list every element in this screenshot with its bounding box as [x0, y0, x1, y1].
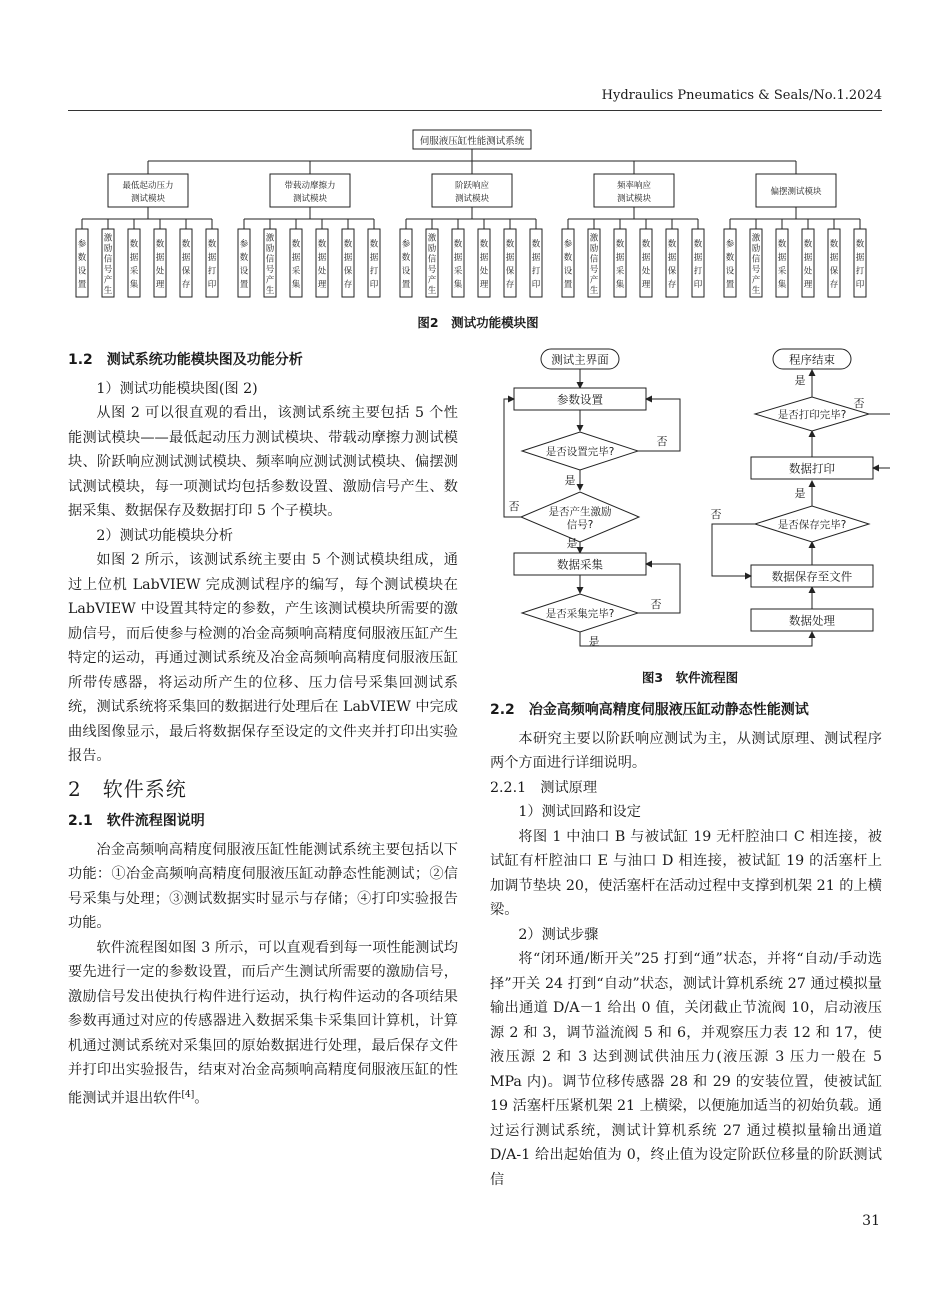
submodule-label-char: 信 [103, 254, 113, 265]
submodule-label-char: 设 [401, 266, 411, 277]
q-print-no-label: 否 [853, 397, 865, 410]
submodule-label-char: 印 [531, 279, 541, 290]
submodule-label-char: 保 [505, 266, 515, 277]
submodule-label-char: 数 [207, 239, 217, 250]
submodule-label-char: 保 [667, 266, 677, 277]
submodule-label-char: 参 [77, 239, 87, 250]
submodule-label-char: 数 [369, 239, 379, 250]
submodule-label-char: 设 [725, 266, 735, 277]
submodule-label-char: 数 [129, 239, 139, 250]
submodule-label-char: 集 [453, 279, 463, 290]
submodule-label-char: 据 [181, 252, 191, 263]
submodule-label-char: 采 [615, 266, 625, 277]
paragraph-functions: 冶金高频响高精度伺服液压缸性能测试系统主要包括以下功能：①冶金高频响高精度伺服液压缸动静态性能测试；②信号采集与处理；③测试数据实时显示与存储；④打印实验报告功能。 [68, 841, 458, 931]
submodule-label-char: 存 [829, 279, 839, 290]
submodule-label-char: 处 [479, 266, 489, 277]
submodule-label-char: 据 [207, 252, 217, 263]
submodule-label-char: 置 [563, 279, 573, 290]
journal-header: Hydraulics Pneumatics & Seals/No.1.2024 [601, 88, 882, 103]
left-column [68, 344, 458, 1111]
submodule-label-char: 打 [693, 266, 703, 277]
submodule-label-char: 采 [129, 266, 139, 277]
submodule-label-char: 据 [505, 252, 515, 263]
submodule-label-char: 生 [265, 285, 275, 296]
submodule-label-char: 数 [479, 239, 489, 250]
submodule-label-char: 据 [317, 252, 327, 263]
q-set-label: 是否设置完毕? [545, 446, 615, 458]
submodule-label-char: 数 [855, 239, 865, 250]
module-label: 频率响应 [616, 181, 652, 191]
submodule-label-char: 存 [505, 279, 515, 290]
q-collect-yes-label: 是 [588, 635, 600, 648]
paragraph-circuit: 将图 1 中油口 B 与被试缸 19 无杆腔油口 C 相连接，被试缸有杆腔油口 E 与油口 D 相连接，被试缸 19 的活塞杆上加调节垫块 20，使活塞杆在活动过程中支撑到机架 21 的上横梁。 [490, 828, 882, 918]
submodule-label-char: 数 [181, 239, 191, 250]
submodule-label-char: 产 [589, 275, 599, 286]
submodule-label-char: 保 [343, 266, 353, 277]
section-1-2-heading: 1.2 测试系统功能模块图及功能分析 [68, 352, 303, 368]
submodule-label-char: 产 [751, 275, 761, 286]
submodule-label-char: 激 [265, 233, 275, 244]
submodule-label-char: 信 [751, 254, 761, 265]
submodule-label-char: 打 [855, 266, 865, 277]
submodule-label-char: 励 [103, 243, 113, 254]
submodule-label-char: 置 [725, 279, 735, 290]
q-collect-label: 是否采集完毕? [545, 608, 615, 620]
submodule-label-char: 存 [343, 279, 353, 290]
submodule-label-char: 生 [751, 285, 761, 296]
submodule-label-char: 据 [479, 252, 489, 263]
submodule-label-char: 激 [589, 233, 599, 244]
submodule-label-char: 处 [155, 266, 165, 277]
submodule-label-char: 数 [641, 239, 651, 250]
submodule-label-char: 数 [291, 239, 301, 250]
paragraph-intro: 本研究主要以阶跃响应测试为主，从测试原理、测试程序两个方面进行详细说明。 [490, 730, 882, 771]
paragraph-module-overview: 从图 2 可以很直观的看出，该测试系统主要包括 5 个性能测试模块——最低起动压力测试模块、带载动摩擦力测试模块、阶跃响应测试测试模块、频率响应测试测试模块、偏摆测试测试模块，每一项测试均包括参数设置、激励信号产生、数据采集、数据保存及数据打印 5 个子模块。 [68, 405, 458, 519]
submodule-label-char: 据 [343, 252, 353, 263]
submodule-label-char: 产 [265, 275, 275, 286]
arrow-qcollect-yes [580, 632, 812, 646]
submodule-label-char: 印 [207, 279, 217, 290]
submodule-label-char: 据 [667, 252, 677, 263]
submodule-label-char: 处 [317, 266, 327, 277]
citation-4[interactable]: [4] [181, 1089, 195, 1100]
submodule-label-char: 置 [239, 279, 249, 290]
q-excite-yes-label: 是 [566, 537, 578, 550]
submodule-label-char: 数 [693, 239, 703, 250]
submodule-label-char: 理 [641, 279, 651, 290]
submodule-label-char: 据 [129, 252, 139, 263]
page-number: 31 [862, 1213, 880, 1229]
submodule-label-char: 据 [829, 252, 839, 263]
submodule-label-char: 数 [725, 252, 735, 263]
submodule-label-char: 据 [155, 252, 165, 263]
submodule-label-char: 设 [239, 266, 249, 277]
submodule-label-char: 集 [777, 279, 787, 290]
submodule-label-char: 数 [531, 239, 541, 250]
section-2-heading: 2 软件系统 [68, 776, 187, 801]
submodule-label-char: 置 [77, 279, 87, 290]
submodule-label-char: 号 [265, 264, 275, 275]
submodule-label-char: 产 [103, 275, 113, 286]
submodule-label-char: 生 [103, 285, 113, 296]
process-label: 数据处理 [789, 613, 835, 628]
submodule-label-char: 据 [531, 252, 541, 263]
section-2-1-heading: 2.1 软件流程图说明 [68, 813, 205, 829]
submodule-label-char: 理 [479, 279, 489, 290]
module-label: 测试模块 [292, 194, 328, 204]
paragraph-flowchart-description [68, 936, 458, 1111]
submodule-label-char: 数 [803, 239, 813, 250]
submodule-label-char: 信 [427, 254, 437, 265]
submodule-label-char: 印 [369, 279, 379, 290]
submodule-label-char: 参 [725, 239, 735, 250]
flowchart-description-text: 软件流程图如图 3 所示，可以直观看到每一项性能测试均要先进行一定的参数设置，而后产生测试所需要的激励信号，激励信号发出使执行构件进行运动，执行构件运动的各项结果参数再通过对应的传感器进入数据采集卡采集回计算机，计算机通过测试系统对采集回的原始数据进行处理，最后保存文件并打印出实验报告，结束对冶金高频响高精度伺服液压缸的性能测试并退出软件 [68, 939, 458, 1107]
submodule-label-char: 存 [667, 279, 677, 290]
figure-2-module-diagram [68, 118, 888, 303]
submodule-label-char: 生 [427, 285, 437, 296]
module-label: 测试模块 [616, 194, 652, 204]
submodule-label-char: 数 [343, 239, 353, 250]
submodule-label-char: 打 [369, 266, 379, 277]
start-label: 测试主界面 [551, 352, 609, 367]
submodule-label-char: 励 [427, 243, 437, 254]
paragraph-module-analysis: 如图 2 所示，该测试系统主要由 5 个测试模块组成，通过上位机 LabVIEW 完成测试程序的编写，每个测试模块在 LabVIEW 中设置其特定的参数，产生该测试模块所需要的激励信号，而后使参与检测的冶金高频响高精度伺服液压缸产生特定的运动，再通过测试系统及冶金高频响高精度伺服液压缸所带传感器，将运动所产生的位移、压力信号采集回测试系统，测试系统将采集回的数据进行处理后在 LabVIEW 中完成曲线图像显示，最后将数据保存至设定的文件夹并打印出实验报告。 [68, 552, 458, 764]
q-save-no-label: 否 [710, 508, 722, 521]
figure-3-caption: 图3 软件流程图 [641, 670, 739, 685]
submodule-label-char: 据 [369, 252, 379, 263]
subsection-steps-label: 2）测试步骤 [518, 926, 599, 943]
submodule-label-char: 置 [401, 279, 411, 290]
end-mark: 。 [194, 1090, 209, 1107]
submodule-label-char: 集 [615, 279, 625, 290]
submodule-label-char: 激 [103, 233, 113, 244]
submodule-label-char: 参 [239, 239, 249, 250]
paragraph-steps: 将“闭环通/断开关”25 打到“通”状态，并将“自动/手动选择”开关 24 打到“自动”状态，测试计算机系统 27 通过模拟量输出通道 D/A－1 给出 0 值，关闭截止节流阀 10，启动液压源 2 和 3，调节溢流阀 5 和 6，并观察压力表 12 和 17，使液压源 2 和 3 达到测试供油压力(液压源 3 压力一般在 5 MPa 内)。调节位移传感器 28 和 29 的安装位置，使被试缸 19 活塞杆压紧机架 21 上横梁，以便施加适当的初始负载。通过运行测试系统，测试计算机系统 27 通过模拟量输出通道 D/A-1 给出起始值为 0，终止值为设定阶跃位移量的阶跃测试信 [490, 951, 882, 1188]
submodule-label-char: 数 [77, 252, 87, 263]
submodule-label-char: 信 [589, 254, 599, 265]
section-2-2-1-heading: 2.2.1 测试原理 [490, 779, 598, 796]
submodule-label-char: 据 [291, 252, 301, 263]
submodule-label-char: 印 [693, 279, 703, 290]
q-set-no-label: 否 [656, 435, 668, 448]
submodule-label-char: 号 [589, 264, 599, 275]
param-label: 参数设置 [557, 392, 603, 407]
module-label: 偏摆测试模块 [770, 187, 822, 197]
submodule-label-char: 据 [803, 252, 813, 263]
q-set-yes-label: 是 [564, 474, 576, 487]
right-column [490, 694, 882, 1192]
submodule-label-char: 生 [589, 285, 599, 296]
q-excite-no-label: 否 [508, 500, 520, 513]
submodule-label-char: 数 [563, 252, 573, 263]
submodule-label-char: 处 [641, 266, 651, 277]
q-save-yes-label: 是 [794, 487, 806, 500]
submodule-label-char: 理 [317, 279, 327, 290]
module-label: 测试模块 [130, 194, 166, 204]
module-label: 阶跃响应 [454, 181, 490, 191]
subsection-1-label: 1）测试功能模块图(图 2) [96, 380, 258, 397]
q-excite-label: 是否产生激励 [548, 506, 612, 518]
submodule-label-char: 数 [239, 252, 249, 263]
submodule-label-char: 数 [505, 239, 515, 250]
submodule-label-char: 据 [855, 252, 865, 263]
q-collect-no-label: 否 [650, 598, 662, 611]
q-print-label: 是否打印完毕? [777, 409, 847, 421]
submodule-label-char: 集 [291, 279, 301, 290]
section-2-2-heading: 2.2 冶金高频响高精度伺服液压缸动静态性能测试 [490, 702, 809, 718]
q-excite-label: 信号? [566, 519, 594, 531]
submodule-label-char: 激 [751, 233, 761, 244]
submodule-label-char: 参 [401, 239, 411, 250]
q-save-label: 是否保存完毕? [777, 519, 847, 531]
arrow-qsave-no [712, 524, 755, 576]
root-label: 伺服液压缸性能测试系统 [419, 136, 525, 147]
submodule-label-char: 励 [751, 243, 761, 254]
figure-3-flowchart [490, 340, 890, 655]
submodule-label-char: 号 [751, 264, 761, 275]
submodule-label-char: 产 [427, 275, 437, 286]
submodule-label-char: 数 [777, 239, 787, 250]
submodule-label-char: 号 [103, 264, 113, 275]
submodule-label-char: 理 [155, 279, 165, 290]
submodule-label-char: 数 [317, 239, 327, 250]
save-label: 数据保存至文件 [771, 569, 853, 584]
subsection-2-label: 2）测试功能模块分析 [96, 527, 234, 544]
submodule-label-char: 设 [563, 266, 573, 277]
submodule-label-char: 激 [427, 233, 437, 244]
q-print-yes-label: 是 [794, 374, 806, 387]
module-label: 测试模块 [454, 194, 490, 204]
submodule-label-char: 印 [855, 279, 865, 290]
end-label: 程序结束 [789, 352, 835, 367]
submodule-label-char: 采 [453, 266, 463, 277]
submodule-label-char: 信 [265, 254, 275, 265]
submodule-label-char: 据 [641, 252, 651, 263]
submodule-label-char: 理 [803, 279, 813, 290]
submodule-label-char: 处 [803, 266, 813, 277]
submodule-label-char: 集 [129, 279, 139, 290]
submodule-label-char: 数 [667, 239, 677, 250]
submodule-label-char: 号 [427, 264, 437, 275]
module-label: 带载动摩擦力 [284, 181, 336, 191]
submodule-label-char: 打 [207, 266, 217, 277]
submodule-label-char: 数 [615, 239, 625, 250]
submodule-label-char: 参 [563, 239, 573, 250]
submodule-label-char: 励 [589, 243, 599, 254]
submodule-label-char: 数 [453, 239, 463, 250]
submodule-label-char: 据 [453, 252, 463, 263]
print-label: 数据打印 [789, 461, 835, 476]
submodule-label-char: 采 [777, 266, 787, 277]
submodule-label-char: 据 [693, 252, 703, 263]
submodule-label-char: 保 [829, 266, 839, 277]
subsection-circuit-label: 1）测试回路和设定 [518, 804, 641, 820]
collect-label: 数据采集 [557, 557, 603, 572]
submodule-label-char: 设 [77, 266, 87, 277]
header-rule [68, 110, 882, 111]
figure-2-caption: 图2 测试功能模块图 [417, 315, 539, 330]
submodule-label-char: 保 [181, 266, 191, 277]
submodule-label-char: 采 [291, 266, 301, 277]
submodule-label-char: 存 [181, 279, 191, 290]
submodule-label-char: 数 [401, 252, 411, 263]
submodule-label-char: 励 [265, 243, 275, 254]
submodule-label-char: 打 [531, 266, 541, 277]
submodule-label-char: 据 [777, 252, 787, 263]
submodule-label-char: 数 [155, 239, 165, 250]
submodule-label-char: 数 [829, 239, 839, 250]
module-label: 最低起动压力 [122, 181, 174, 191]
submodule-label-char: 据 [615, 252, 625, 263]
